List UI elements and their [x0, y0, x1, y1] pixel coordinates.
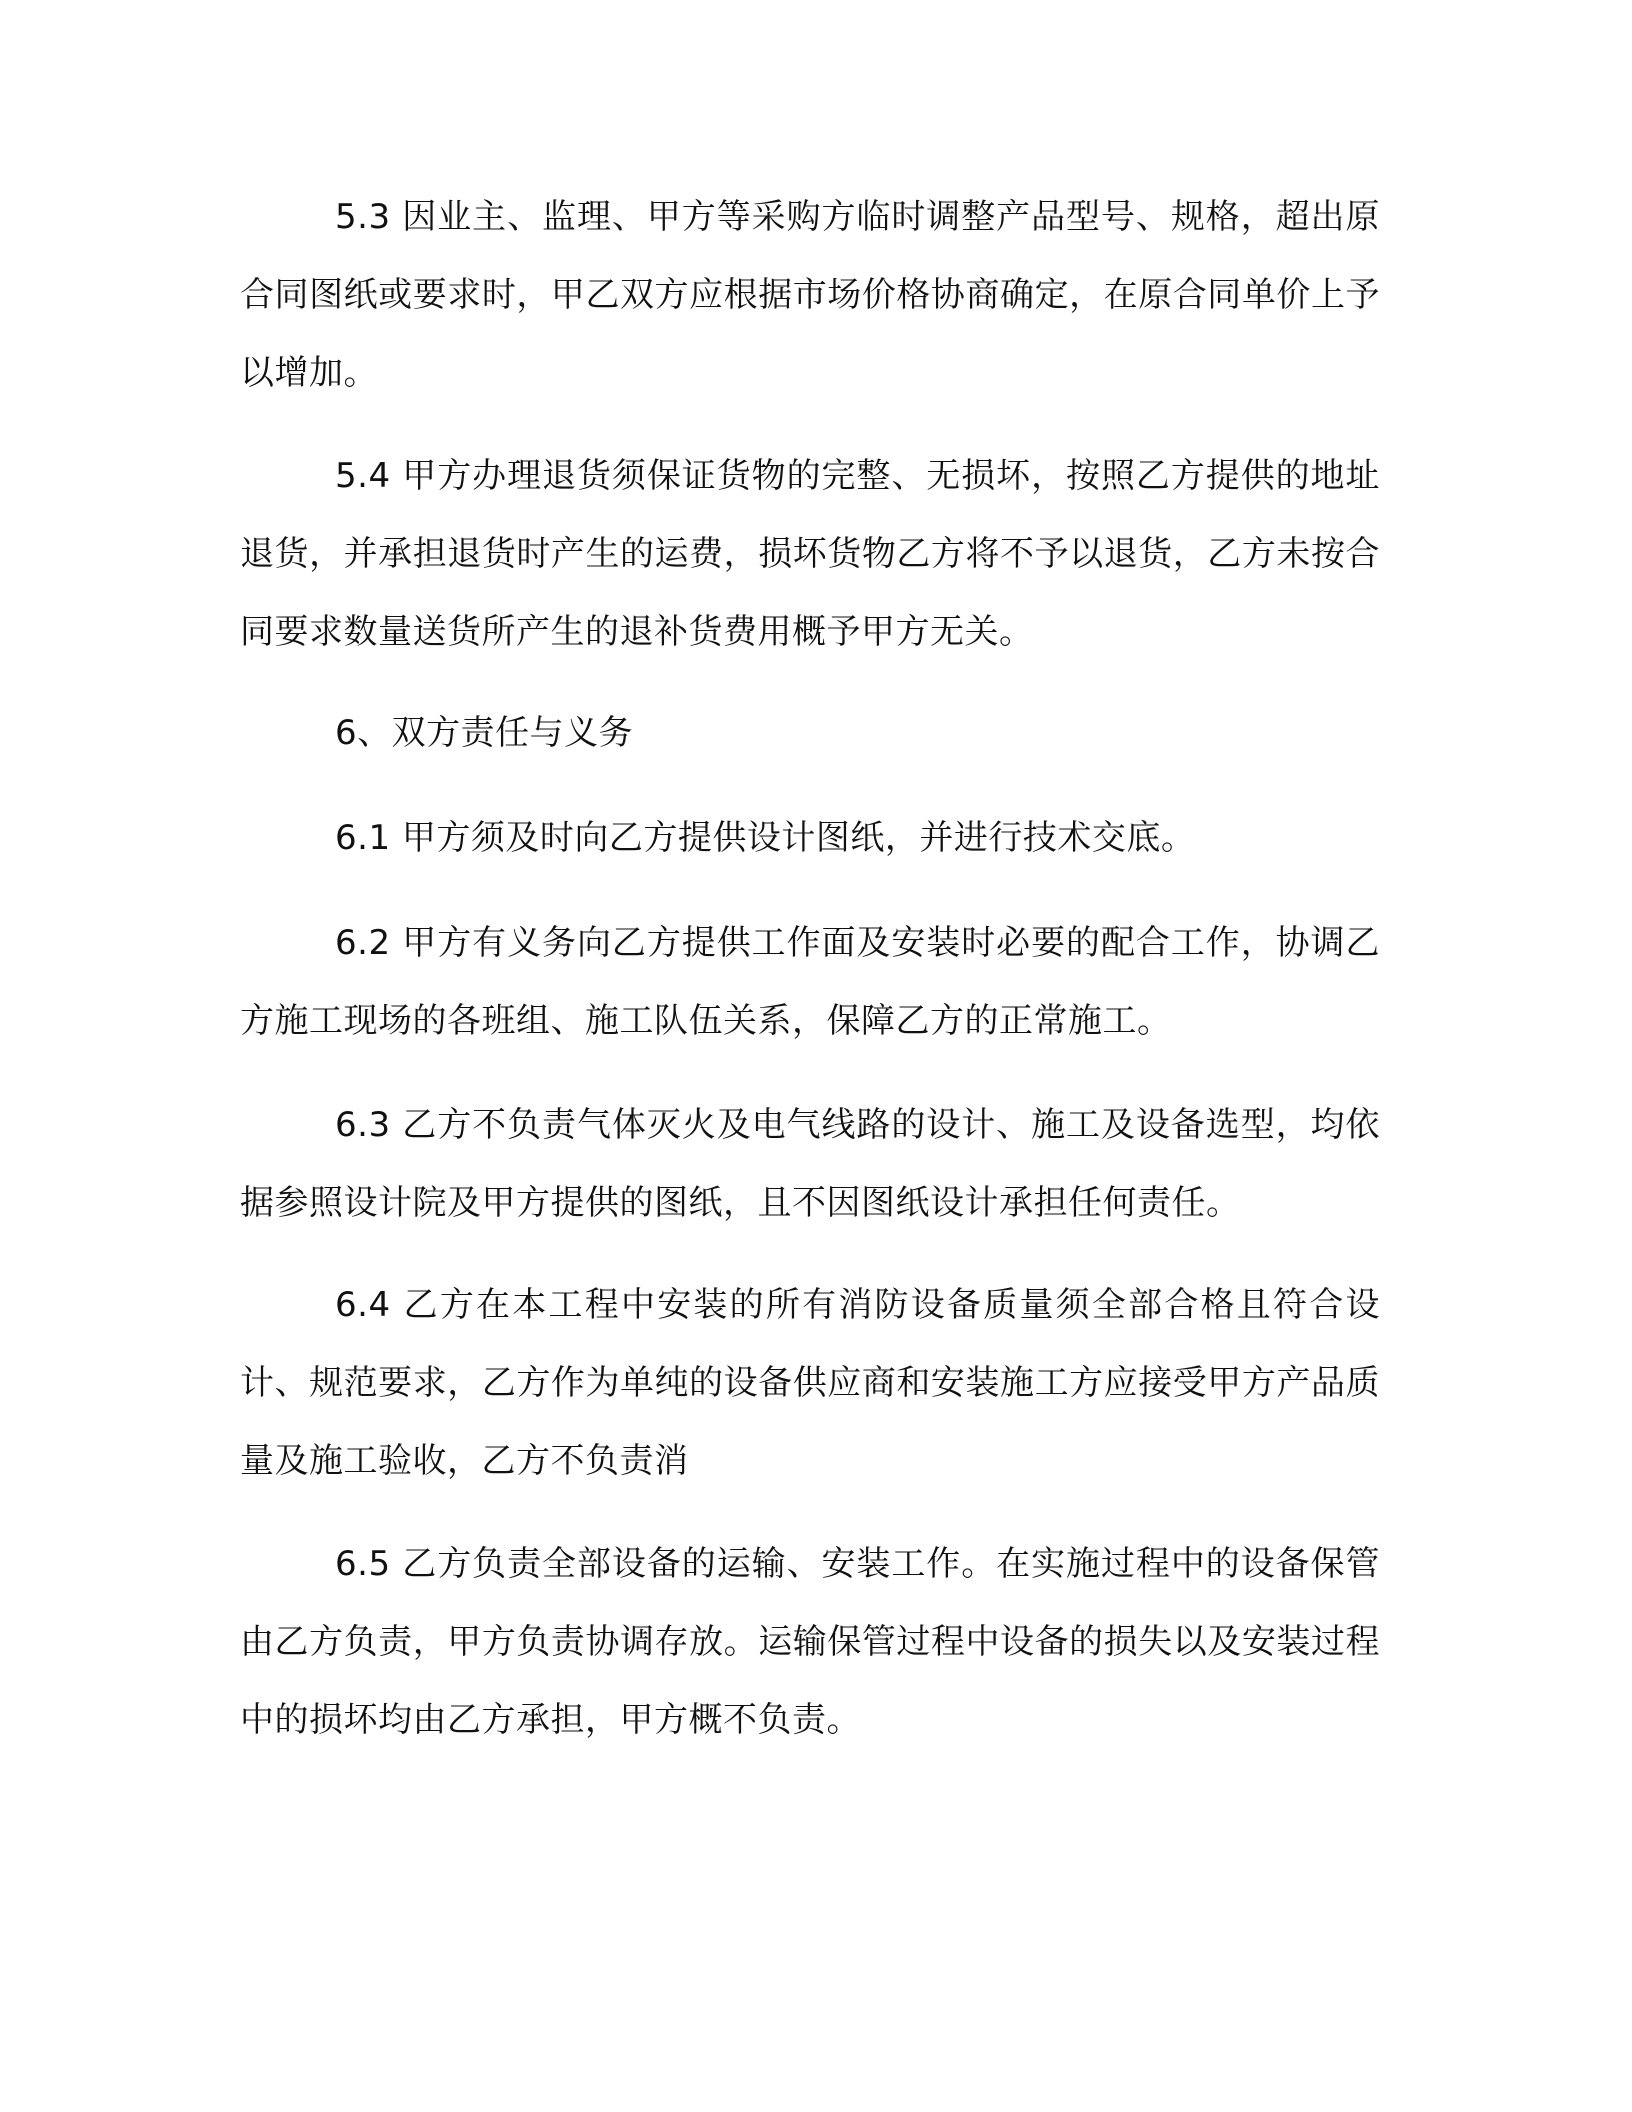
clause-6-5: 6.5 乙方负责全部设备的运输、安装工作。在实施过程中的设备保管由乙方负责，甲方负责协调存放。运输保管过程中设备的损失以及安装过程中的损坏均由乙方承担，甲方概不负责。 — [240, 1544, 1380, 1740]
clause-5-3: 5.3 因业主、监理、甲方等采购方临时调整产品型号、规格，超出原合同图纸或要求时，甲乙双方应根据市场价格协商确定，在原合同单价上予以增加。 — [240, 197, 1380, 393]
clause-5-4: 5.4 甲方办理退货须保证货物的完整、无损坏，按照乙方提供的地址退货，并承担退货时产生的运费，损坏货物乙方将不予以退货，乙方未按合同要求数量送货所产生的退补货费用概予甲方无关。 — [240, 456, 1380, 652]
section-6-heading: 6、双方责任与义务 — [335, 713, 634, 753]
clause-6-4: 6.4 乙方在本工程中安装的所有消防设备质量须全部合格且符合设计、规范要求，乙方作为单纯的设备供应商和安装施工方应接受甲方产品质量及施工验收，乙方不负责消 — [240, 1285, 1380, 1481]
clause-6-1: 6.1 甲方须及时向乙方提供设计图纸，并进行技术交底。 — [335, 818, 1196, 858]
clause-6-2: 6.2 甲方有义务向乙方提供工作面及安装时必要的配合工作，协调乙方施工现场的各班组、施工队伍关系，保障乙方的正常施工。 — [240, 923, 1380, 1041]
clause-6-3: 6.3 乙方不负责气体灭火及电气线路的设计、施工及设备选型，均依据参照设计院及甲方提供的图纸，且不因图纸设计承担任何责任。 — [240, 1105, 1380, 1223]
